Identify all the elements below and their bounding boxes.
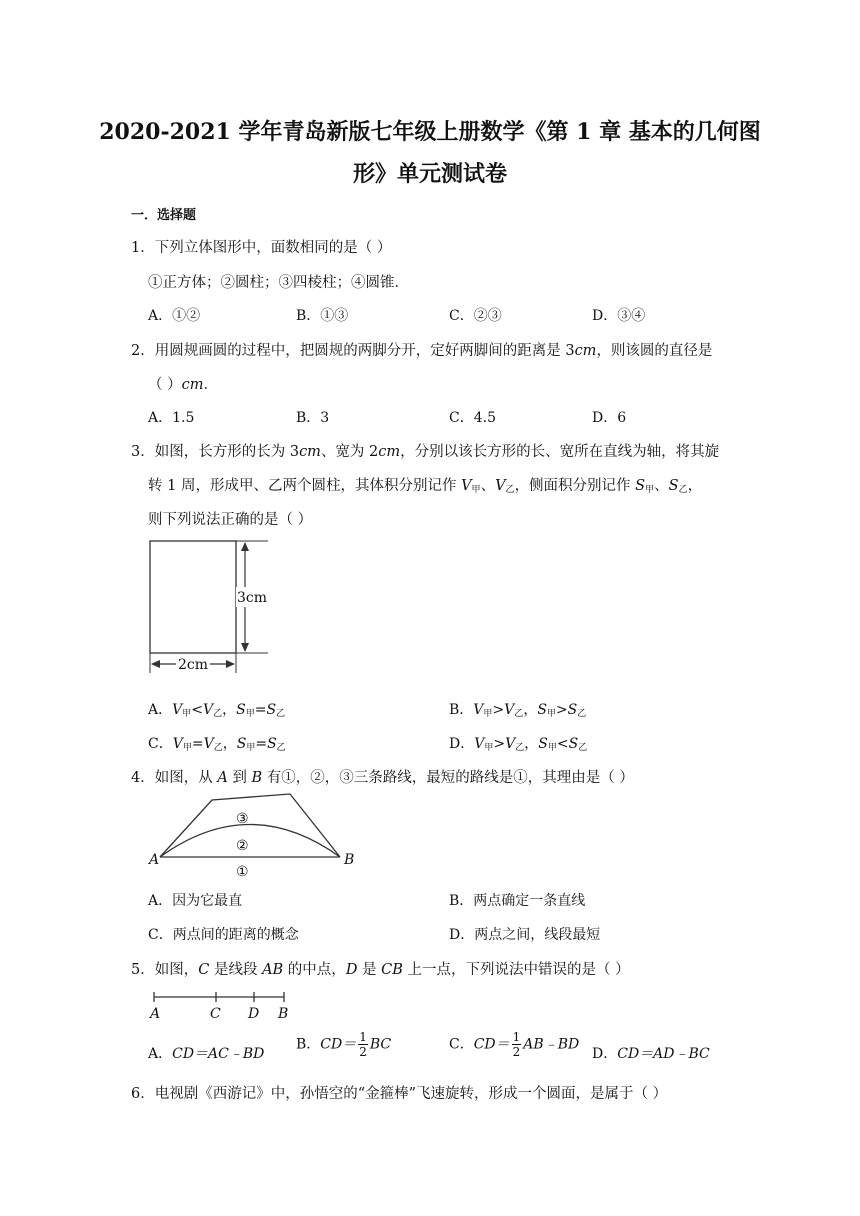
question-3-option-d: D．$V_甲>V_乙$，$S_甲<S_乙$ — [449, 736, 588, 753]
section-heading: 一．选择题 — [131, 208, 197, 223]
width-arrow-left-icon — [151, 660, 160, 668]
question-1-sub: ①正方体；②圆柱；③四棱柱；④圆锥． — [148, 275, 409, 291]
route-3-polyline — [160, 794, 340, 857]
question-6-stem: 6．电视剧《西游记》中，孙悟空的“金箍棒”飞速旋转，形成一个圆面，是属于（ ） — [131, 1086, 668, 1102]
point-a-label: A — [149, 852, 160, 868]
length-arrow-up-icon — [241, 542, 249, 551]
question-1-option-d: D．③④ — [592, 308, 646, 324]
rectangle-shape — [150, 541, 236, 653]
question-1-option-c: C．②③ — [449, 308, 502, 324]
question-1-option-a: A．①② — [148, 308, 201, 324]
question-2-option-d: D．6 — [592, 410, 627, 426]
question-2-stem: 2．用圆规画圆的过程中，把圆规的两脚分开，定好两脚间的距离是 3cm，则该圆的直径是 — [131, 343, 713, 359]
question-5-option-c: C．CD＝ $\frac{1}{2}$ AB﹣BD — [449, 1030, 580, 1059]
width-arrow-right-icon — [226, 660, 235, 668]
segment-label-b: B — [278, 1006, 289, 1022]
route-3-label: ③ — [236, 811, 249, 827]
fraction-one-half: $\frac{1}{2}$ — [359, 1030, 367, 1059]
question-3-line-2: 转 1 周，形成甲、乙两个圆柱，其体积分别记作 $V_甲$、$V_乙$，侧面积分别记作 $S_甲$、$S_乙$， — [148, 478, 703, 495]
question-3-line-3: 则下列说法正确的是（ ） — [148, 512, 313, 528]
question-4-stem: 4．如图，从 A 到 B 有①，②，③三条路线，最短的路线是①，其理由是（ ） — [131, 770, 634, 786]
page-title-line-1: 2020-2021 学年青岛新版七年级上册数学《第 1 章 基本的几何图 — [99, 119, 761, 145]
segment-label-a: A — [150, 1006, 161, 1022]
segment-label-c: C — [210, 1006, 221, 1022]
rectangle-figure — [146, 537, 272, 675]
point-b-label: B — [344, 852, 355, 868]
width-label: 2cm — [178, 657, 209, 673]
length-arrow-down-icon — [241, 643, 249, 652]
question-1-option-b: B．①③ — [296, 308, 349, 324]
question-3-line-1: 3．如图，长方形的长为 3cm、宽为 2cm，分别以该长方形的长、宽所在直线为轴，将其旋 — [131, 444, 720, 460]
question-2-blank: （ ）cm． — [148, 377, 218, 393]
page-title-line-2: 形》单元测试卷 — [352, 161, 507, 187]
question-5-option-d: D．CD＝AD﹣BC — [592, 1046, 710, 1062]
question-2-option-a: A．1.5 — [148, 410, 195, 426]
routes-figure — [146, 788, 360, 884]
length-label: 3cm — [237, 590, 268, 606]
route-1-label: ① — [236, 864, 249, 880]
route-2-label: ② — [236, 838, 249, 854]
question-4-option-a: A．因为它最直 — [148, 893, 243, 909]
question-2-option-c: C．4.5 — [449, 410, 496, 426]
question-4-option-b: B．两点确定一条直线 — [449, 893, 586, 909]
question-4-option-c: C．两点间的距离的概念 — [148, 927, 299, 943]
question-3-option-b: B．$V_甲>V_乙$，$S_甲>S_乙$ — [449, 702, 587, 719]
question-3-option-c: C．$V_甲=V_乙$，$S_甲=S_乙$ — [148, 736, 286, 753]
question-4-option-d: D．两点之间，线段最短 — [449, 927, 601, 943]
question-5-option-b: B．CD＝ $\frac{1}{2}$ BC — [296, 1030, 392, 1059]
question-2-option-b: B．3 — [296, 410, 330, 426]
question-5-option-a: A．CD＝AC﹣BD — [148, 1046, 265, 1062]
question-5-stem: 5．如图，C 是线段 AB 的中点，D 是 CB 上一点，下列说法中错误的是（ ） — [131, 962, 630, 978]
segment-label-d: D — [248, 1006, 260, 1022]
segment-figure — [146, 988, 292, 1022]
question-3-option-a: A．$V_甲<V_乙$，$S_甲=S_乙$ — [148, 702, 286, 719]
route-2-arc — [160, 825, 340, 858]
fraction-one-half: $\frac{1}{2}$ — [512, 1030, 521, 1059]
question-1-stem: 1．下列立体图形中，面数相同的是（ ） — [131, 240, 392, 256]
